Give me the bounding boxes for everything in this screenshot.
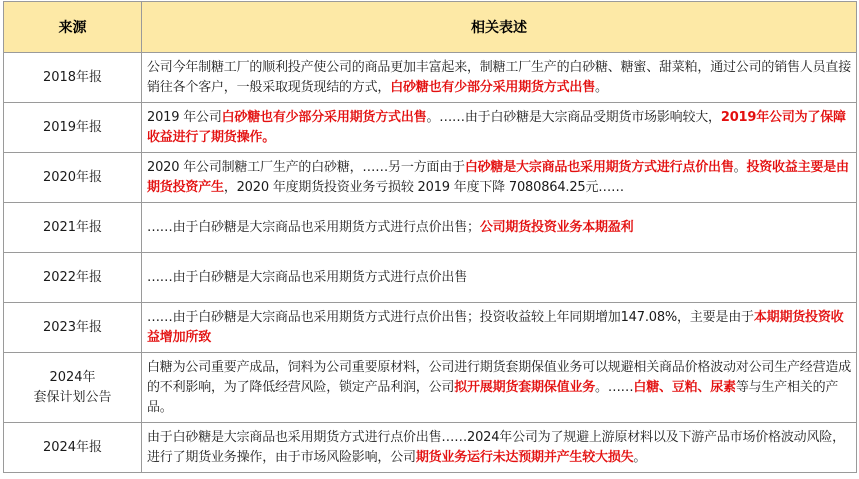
table-row xyxy=(4,303,857,353)
description-text: 等与生产相关的产品。 xyxy=(147,379,839,415)
description-text: ，2020 年度期货投资业务亏损较 2019 年度下降 7080864.25元…… xyxy=(223,179,624,195)
highlighted-text: 白砂糖是大宗商品也采用期货方式进行点价出售 xyxy=(464,159,734,175)
source-label: 2021年报 xyxy=(42,219,103,235)
table-row xyxy=(4,203,857,253)
source-cell xyxy=(4,353,142,423)
description-text: 。 xyxy=(733,159,747,175)
description-cell xyxy=(142,353,857,423)
header-description: 相关表述 xyxy=(142,2,857,53)
table-row xyxy=(4,253,857,303)
highlighted-text: 白砂糖也有少部分采用期货方式出售 xyxy=(221,109,427,125)
source-cell xyxy=(4,53,142,103)
source-label: 2022年报 xyxy=(42,269,103,285)
description-text: 。……由于白砂糖是大宗商品受期货市场影响较大， xyxy=(426,109,721,125)
source-cell xyxy=(4,423,142,473)
header-row xyxy=(4,2,857,53)
source-cell xyxy=(4,253,142,303)
source-label: 2018年报 xyxy=(42,69,103,85)
highlighted-text: 白糖、豆粕、尿素 xyxy=(633,379,736,395)
description-text: ……由于白砂糖是大宗商品也采用期货方式进行点价出售 xyxy=(147,269,468,285)
highlighted-text: 本期期货投资收益增加所致 xyxy=(147,309,844,345)
highlighted-text: 2019年公司为了保障收益进行了期货操作。 xyxy=(147,109,846,145)
description-cell xyxy=(142,303,857,353)
source-cell xyxy=(4,203,142,253)
highlighted-text: 投资收益主要是由期货投资产生 xyxy=(147,159,849,195)
description-cell xyxy=(142,253,857,303)
source-label: 2024年报 xyxy=(42,439,103,455)
description-text: 公司今年制糖工厂的顺利投产使公司的商品更加丰富起来，制糖工厂生产的白砂糖、糖蜜、甜菜粕，通过公司的销售人员直接销往各个客户，一般采取现货现结的方式， xyxy=(147,59,852,95)
highlighted-text: 公司期货投资业务本期盈利 xyxy=(479,219,634,235)
source-cell xyxy=(4,303,142,353)
table-header xyxy=(4,2,857,53)
table-row xyxy=(4,103,857,153)
description-text: ……由于白砂糖是大宗商品也采用期货方式进行点价出售；投资收益较上年同期增加147.08%，主要是由于 xyxy=(147,309,754,325)
description-text: 2020 年公司制糖工厂生产的白砂糖，……另一方面由于 xyxy=(147,159,465,175)
highlighted-text: 拟开展期货套期保值业务 xyxy=(454,379,596,395)
description-text: 。 xyxy=(595,79,608,95)
highlighted-text: 期货业务运行未达预期并产生较大损失 xyxy=(415,449,634,465)
description-cell xyxy=(142,153,857,203)
table-row xyxy=(4,53,857,103)
description-cell xyxy=(142,53,857,103)
source-line: 2024年 xyxy=(49,369,96,385)
description-text: 白糖为公司重要产成品，饲料为公司重要原材料，公司进行期货套期保值业务可以规避相关商品价格波动对公司生产经营造成的不利影响，为了降低经营风险，锁定产品利润，公司 xyxy=(147,359,852,395)
source-label: 2020年报 xyxy=(42,169,103,185)
description-text: ……由于白砂糖是大宗商品也采用期货方式进行点价出售； xyxy=(147,219,480,235)
source-cell xyxy=(4,153,142,203)
description-text: 由于白砂糖是大宗商品也采用期货方式进行点价出售……2024年公司为了规避上游原材料以及下游产品市场价格波动风险，进行了期货业务操作，由于市场风险影响，公司 xyxy=(147,429,845,465)
source-label: 2023年报 xyxy=(42,319,103,335)
table-row xyxy=(4,353,857,423)
description-text: 。…… xyxy=(595,379,634,395)
source-label: 2019年报 xyxy=(42,119,103,135)
table-row xyxy=(4,423,857,473)
source-line: 套保计划公告 xyxy=(33,389,112,405)
description-cell xyxy=(142,203,857,253)
source-cell xyxy=(4,103,142,153)
description-text: 。 xyxy=(633,449,647,465)
highlighted-text: 白砂糖也有少部分采用期货方式出售 xyxy=(390,79,596,95)
disclosure-table xyxy=(3,1,857,473)
table-row xyxy=(4,153,857,203)
description-cell xyxy=(142,103,857,153)
header-source: 来源 xyxy=(4,2,142,53)
description-cell xyxy=(142,423,857,473)
table-body xyxy=(4,53,857,473)
description-text: 2019 年公司 xyxy=(147,109,222,125)
